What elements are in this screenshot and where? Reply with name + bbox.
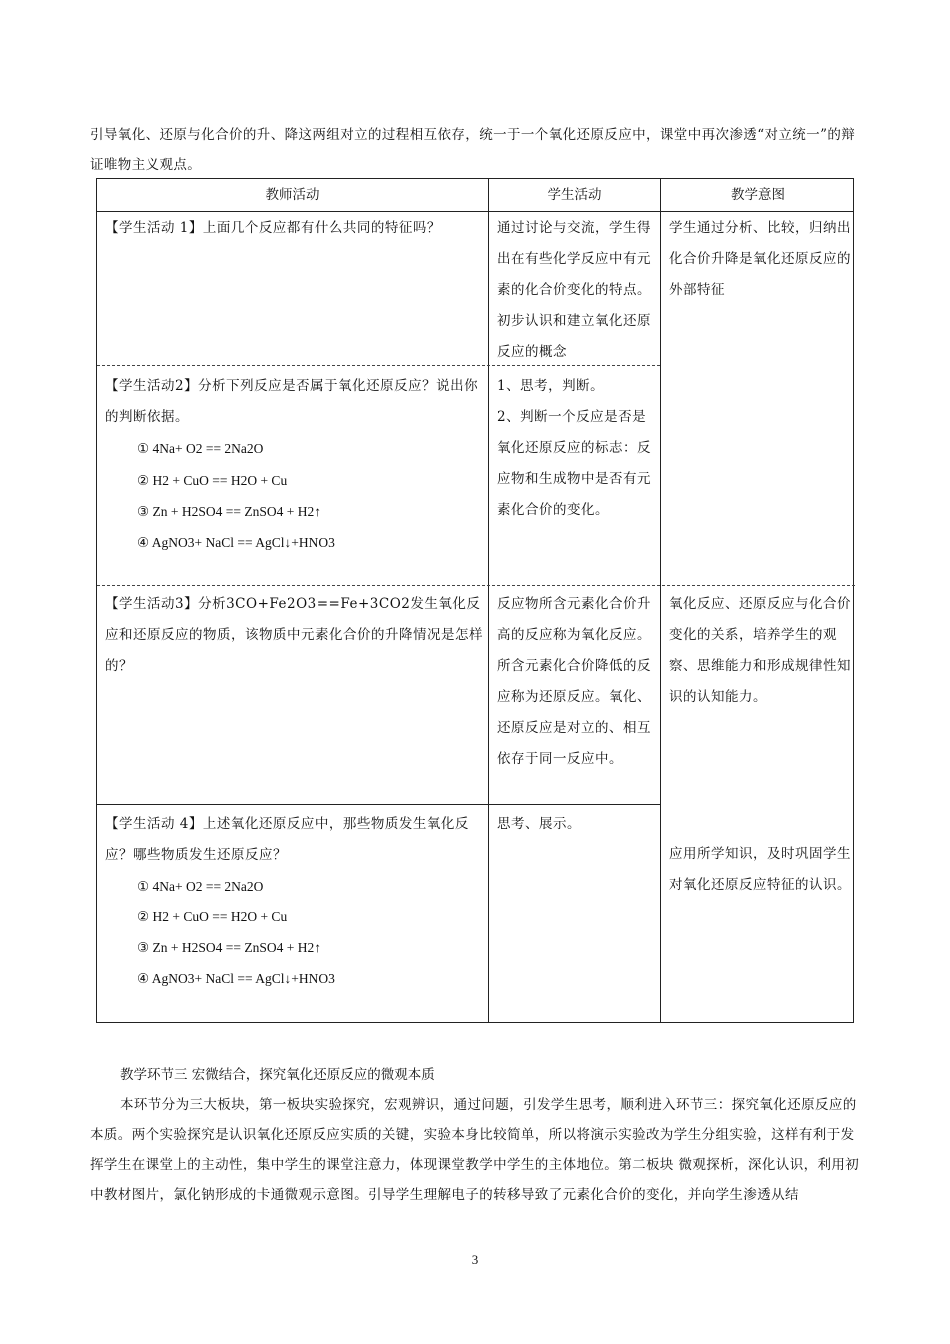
column-divider [488, 179, 489, 1022]
reaction-2-repeat: ② H2 + CuO == H2O + Cu [137, 909, 288, 924]
r2-student-step-1: 1、思考，判断。 [497, 378, 605, 394]
r3-teacher-text: 【学生活动3】分析3CO+Fe2O3==Fe+3CO2发生氧化反应和还原反应的物质，该物质中元素化合价的升降情况是怎样的？ [105, 596, 483, 674]
reaction-2: ② H2 + CuO == H2O + Cu [137, 473, 288, 488]
r2-student-step-2: 2、判断一个反应是否是氧化还原反应的标志：反应物和生成物中是否有元素化合价的变化。 [497, 409, 651, 518]
r4-teacher-text: 【学生活动 4】上述氧化还原反应中，那些物质发生氧化反应？哪些物质发生还原反应？ [105, 816, 469, 863]
reaction-1: ① 4Na+ O2 == 2Na2O [137, 441, 264, 456]
header-student: 学生活动 [547, 187, 602, 203]
header-divider [97, 211, 853, 212]
row-divider [97, 585, 855, 586]
r1-intent-text: 学生通过分析、比较，归纳出化合价升降是氧化还原反应的外部特征 [669, 220, 851, 298]
page-number: 3 [471, 1252, 479, 1267]
reaction-4: ④ AgNO3+ NaCl == AgCl↓+HNO3 [137, 535, 335, 550]
reaction-4-repeat: ④ AgNO3+ NaCl == AgCl↓+HNO3 [137, 971, 335, 986]
body-paragraph: 本环节分为三大板块，第一板块实验探究，宏观辨识，通过问题，引发学生思考，顺利进入环节三：探究氧化还原反应的本质。两个实验探究是认识氧化还原反应实质的关键，实验本身比较简单，所以将演示实验改为学生分组实验，这样有利于发挥学生在课堂上的主动性，集中学生的课堂注意力，体现课堂教学中学生的主体地位。第二板块 微观探析，深化认识，利用初中教材图片，氯化钠形成的卡通微观示意图。引导学生理解电子的转移导致了元素化合价的变化，并向学生渗透从结 [90, 1097, 860, 1203]
r4-intent-text: 应用所学知识，及时巩固学生对氧化还原反应特征的认识。 [669, 846, 851, 893]
intro-paragraph: 引导氧化、还原与化合价的升、降这两组对立的过程相互依存，统一于一个氧化还原反应中，课堂中再次渗透“对立统一”的辩证唯物主义观点。 [90, 127, 856, 173]
reaction-1-repeat: ① 4Na+ O2 == 2Na2O [137, 879, 264, 894]
r4-student-text: 思考、展示。 [497, 816, 581, 832]
section-title: 教学环节三 宏微结合，探究氧化还原反应的微观本质 [120, 1067, 435, 1083]
reaction-3-repeat: ③ Zn + H2SO4 == ZnSO4 + H2↑ [137, 940, 321, 955]
r2-teacher-text: 【学生活动2】分析下列反应是否属于氧化还原反应？说出你的判断依据。 [105, 378, 479, 425]
r1-student-text: 通过讨论与交流，学生得出在有些化学反应中有元素的化合价变化的特点。初步认识和建立氧化还原反应的概念 [497, 220, 651, 360]
r1-teacher-text: 【学生活动 1】上面几个反应都有什么共同的特征吗？ [105, 220, 441, 236]
r3-intent-text: 氧化反应、还原反应与化合价变化的关系，培养学生的观察、思维能力和形成规律性知识的认知能力。 [669, 596, 851, 705]
header-teacher: 教师活动 [265, 187, 320, 203]
header-intent: 教学意图 [731, 187, 785, 203]
row-divider [97, 804, 660, 805]
column-divider [660, 179, 661, 1022]
reaction-3: ③ Zn + H2SO4 == ZnSO4 + H2↑ [137, 504, 321, 519]
r3-student-text: 反应物所含元素化合价升高的反应称为氧化反应。所含元素化合价降低的反应称为还原反应。氧化、还原反应是对立的、相互依存于同一反应中。 [497, 596, 651, 767]
lesson-table [96, 178, 854, 1023]
